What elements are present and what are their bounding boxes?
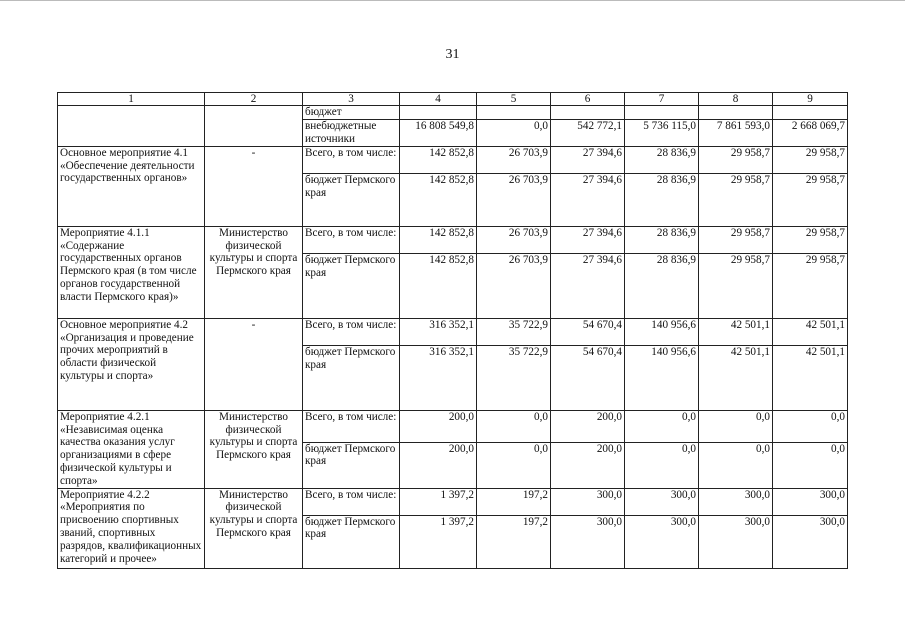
value-cell: 200,0	[551, 442, 625, 488]
table-row	[58, 226, 848, 253]
value-cell: 300,0	[699, 488, 773, 515]
executor-cell: Министерство физической культуры и спорта Пермского края	[205, 410, 303, 488]
measure-name-cell: Мероприятие 4.2.2 «Мероприятия по присвоению спортивных званий, спортивных разрядов, квалификационных категорий и прочее»	[58, 488, 205, 568]
header-row	[58, 93, 848, 106]
value-cell: 142 852,8	[400, 226, 477, 253]
value-cell: 26 703,9	[477, 173, 551, 226]
value-cell: 27 394,6	[551, 146, 625, 173]
value-cell: 140 956,6	[625, 345, 699, 410]
value-cell: 42 501,1	[699, 318, 773, 345]
page-number: 31	[445, 47, 460, 62]
budget-table	[57, 92, 848, 569]
executor-cell: -	[205, 146, 303, 226]
value-cell-empty	[477, 106, 551, 120]
value-cell: 7 861 593,0	[699, 119, 773, 146]
value-cell: 300,0	[625, 515, 699, 568]
value-cell: 54 670,4	[551, 345, 625, 410]
value-cell: 26 703,9	[477, 226, 551, 253]
source-cell: Всего, в том числе:	[303, 318, 400, 345]
value-cell: 29 958,7	[699, 253, 773, 318]
value-cell: 54 670,4	[551, 318, 625, 345]
header-cell: 8	[699, 93, 773, 106]
value-cell: 197,2	[477, 488, 551, 515]
value-cell: 0,0	[477, 442, 551, 488]
value-cell: 42 501,1	[773, 318, 848, 345]
value-cell: 35 722,9	[477, 318, 551, 345]
value-cell: 142 852,8	[400, 173, 477, 226]
value-cell: 29 958,7	[773, 226, 848, 253]
value-cell: 1 397,2	[400, 515, 477, 568]
value-cell: 0,0	[477, 119, 551, 146]
value-cell: 28 836,9	[625, 253, 699, 318]
name-cell-empty	[58, 106, 205, 147]
value-cell-empty	[625, 106, 699, 120]
value-cell: 26 703,9	[477, 146, 551, 173]
table-row	[58, 106, 848, 120]
header-cell: 7	[625, 93, 699, 106]
value-cell: 0,0	[773, 442, 848, 488]
measure-name-cell: Мероприятие 4.2.1 «Независимая оценка качества оказания услуг организациями в сфере физической культуры и спорта»	[58, 410, 205, 488]
header-cell: 9	[773, 93, 848, 106]
value-cell: 29 958,7	[773, 173, 848, 226]
value-cell: 300,0	[773, 488, 848, 515]
value-cell: 2 668 069,7	[773, 119, 848, 146]
value-cell: 316 352,1	[400, 318, 477, 345]
value-cell: 300,0	[625, 488, 699, 515]
value-cell: 16 808 549,8	[400, 119, 477, 146]
table-row	[58, 318, 848, 345]
value-cell-empty	[773, 106, 848, 120]
executor-cell: -	[205, 318, 303, 410]
value-cell: 0,0	[699, 442, 773, 488]
source-cell: бюджет Пермского края	[303, 253, 400, 318]
value-cell: 42 501,1	[699, 345, 773, 410]
source-cell: бюджет Пермского края	[303, 442, 400, 488]
measure-name-cell: Основное мероприятие 4.1 «Обеспечение деятельности государственных органов»	[58, 146, 205, 226]
value-cell: 27 394,6	[551, 253, 625, 318]
source-cell: бюджет Пермского края	[303, 515, 400, 568]
value-cell: 140 956,6	[625, 318, 699, 345]
value-cell: 5 736 115,0	[625, 119, 699, 146]
source-cell: внебюджетные источники	[303, 119, 400, 146]
value-cell: 28 836,9	[625, 173, 699, 226]
executor-cell-empty	[205, 106, 303, 147]
value-cell-empty	[551, 106, 625, 120]
value-cell: 0,0	[625, 410, 699, 442]
value-cell: 300,0	[773, 515, 848, 568]
scan-edge-line	[0, 0, 905, 1]
header-cell: 3	[303, 93, 400, 106]
value-cell: 316 352,1	[400, 345, 477, 410]
source-cell: Всего, в том числе:	[303, 146, 400, 173]
source-cell: Всего, в том числе:	[303, 488, 400, 515]
executor-cell: Министерство физической культуры и спорта Пермского края	[205, 488, 303, 568]
value-cell: 28 836,9	[625, 146, 699, 173]
header-cell: 2	[205, 93, 303, 106]
value-cell: 29 958,7	[699, 173, 773, 226]
value-cell: 42 501,1	[773, 345, 848, 410]
value-cell: 29 958,7	[699, 226, 773, 253]
executor-cell: Министерство физической культуры и спорта Пермского края	[205, 226, 303, 318]
table-row	[58, 488, 848, 515]
header-cell: 5	[477, 93, 551, 106]
value-cell: 200,0	[400, 410, 477, 442]
source-cell: Всего, в том числе:	[303, 410, 400, 442]
value-cell: 0,0	[625, 442, 699, 488]
value-cell: 26 703,9	[477, 253, 551, 318]
value-cell: 29 958,7	[699, 146, 773, 173]
value-cell: 27 394,6	[551, 173, 625, 226]
value-cell: 1 397,2	[400, 488, 477, 515]
header-cell: 6	[551, 93, 625, 106]
value-cell: 0,0	[477, 410, 551, 442]
value-cell: 142 852,8	[400, 146, 477, 173]
value-cell: 300,0	[699, 515, 773, 568]
value-cell-empty	[400, 106, 477, 120]
header-cell: 1	[58, 93, 205, 106]
header-cell: 4	[400, 93, 477, 106]
value-cell: 200,0	[551, 410, 625, 442]
value-cell: 542 772,1	[551, 119, 625, 146]
source-cell: бюджет	[303, 106, 400, 120]
value-cell: 29 958,7	[773, 253, 848, 318]
value-cell: 0,0	[773, 410, 848, 442]
measure-name-cell: Основное мероприятие 4.2 «Организация и проведение прочих мероприятий в области физической культуры и спорта»	[58, 318, 205, 410]
value-cell: 197,2	[477, 515, 551, 568]
table-row	[58, 146, 848, 173]
table-row	[58, 410, 848, 442]
value-cell: 35 722,9	[477, 345, 551, 410]
value-cell: 300,0	[551, 515, 625, 568]
value-cell: 27 394,6	[551, 226, 625, 253]
value-cell: 200,0	[400, 442, 477, 488]
source-cell: бюджет Пермского края	[303, 345, 400, 410]
measure-name-cell: Мероприятие 4.1.1 «Содержание государственных органов Пермского края (в том числе органов государственной власти Пермского края)»	[58, 226, 205, 318]
source-cell: Всего, в том числе:	[303, 226, 400, 253]
value-cell: 300,0	[551, 488, 625, 515]
value-cell-empty	[699, 106, 773, 120]
value-cell: 142 852,8	[400, 253, 477, 318]
value-cell: 29 958,7	[773, 146, 848, 173]
source-cell: бюджет Пермского края	[303, 173, 400, 226]
value-cell: 0,0	[699, 410, 773, 442]
value-cell: 28 836,9	[625, 226, 699, 253]
